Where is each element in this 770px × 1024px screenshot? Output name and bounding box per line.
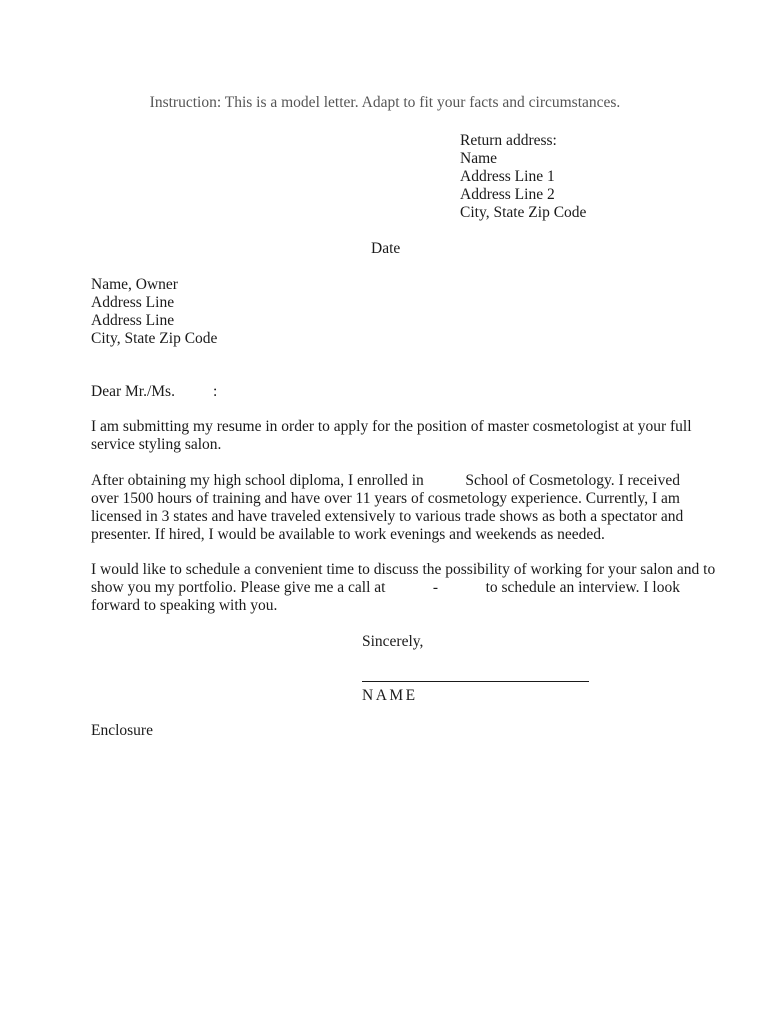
- paragraph-2-line-2: over 1500 hours of training and have over 11 years of cosmetology experience. Currently, I am: [91, 490, 680, 507]
- paragraph-3-line-3: forward to speaking with you.: [91, 597, 278, 614]
- paragraph-2-line-1-start: After obtaining my high school diploma, I enrolled in: [91, 472, 424, 489]
- paragraph-2-line-1: [91, 472, 680, 490]
- paragraph-2-line-4: presenter. If hired, I would be available to work evenings and weekends as needed.: [91, 526, 605, 543]
- signature-name: NAME: [362, 687, 418, 704]
- enclosure-note: Enclosure: [91, 722, 153, 739]
- paragraph-3-line-2-start: show you my portfolio. Please give me a call at: [91, 579, 386, 596]
- return-address: [460, 132, 586, 222]
- return-address-name: Name: [460, 150, 498, 167]
- recipient-address-line-1: Address Line: [91, 294, 175, 311]
- paragraph-2-line-3: licensed in 3 states and have traveled extensively to various trade shows as both a spectator and: [91, 508, 684, 525]
- paragraph-2: [91, 472, 684, 544]
- recipient-city-state-zip: City, State Zip Code: [91, 330, 218, 347]
- recipient-name: Name, Owner: [91, 276, 178, 293]
- paragraph-3-line-2: [91, 579, 680, 597]
- return-address-heading: Return address:: [460, 132, 557, 149]
- paragraph-2-line-1-end: School of Cosmetology. I received: [465, 472, 680, 489]
- salutation-prefix: Dear Mr./Ms.: [91, 383, 175, 400]
- paragraph-3-line-2-dash: -: [432, 579, 439, 596]
- paragraph-1-line-1: I am submitting my resume in order to apply for the position of master cosmetologist at your full: [91, 418, 692, 435]
- closing: Sincerely,: [362, 633, 424, 650]
- salutation-colon: :: [212, 383, 218, 400]
- paragraph-3-line-2-end: to schedule an interview. I look: [485, 579, 680, 596]
- salutation: [91, 383, 217, 401]
- paragraph-3-line-1: I would like to schedule a convenient time to discuss the possibility of working for your salon and to: [91, 561, 716, 578]
- return-address-line-2: Address Line 2: [460, 186, 555, 203]
- instruction-note: Instruction: This is a model letter. Adapt to fit your facts and circumstances.: [149, 94, 621, 111]
- return-address-line-1: Address Line 1: [460, 168, 555, 185]
- letter-date: Date: [371, 240, 401, 257]
- signature-line: [362, 681, 589, 682]
- recipient-address: [91, 276, 217, 348]
- paragraph-3: [91, 561, 716, 615]
- paragraph-1: [91, 418, 692, 454]
- paragraph-1-line-2: service styling salon.: [91, 436, 222, 453]
- recipient-address-line-2: Address Line: [91, 312, 175, 329]
- return-address-city-state-zip: City, State Zip Code: [460, 204, 587, 221]
